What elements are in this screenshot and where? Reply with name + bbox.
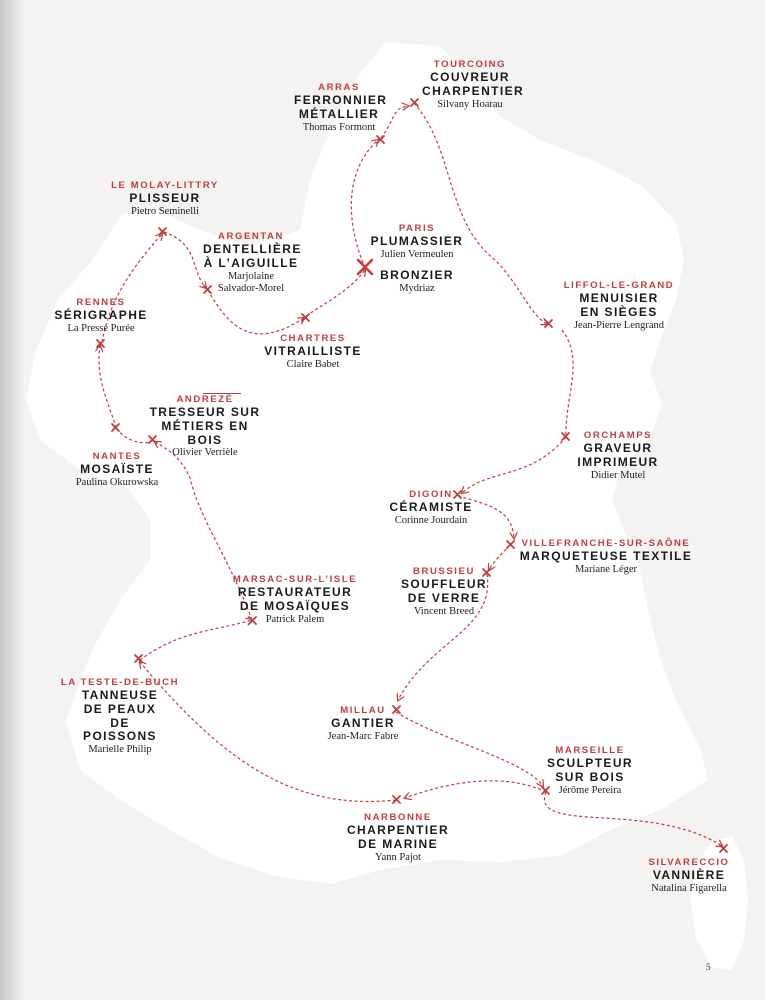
city-name: PARIS (398, 223, 436, 234)
artisan-name: Paulina Okurowska (75, 476, 159, 488)
city-name: MARSEILLE (555, 745, 625, 756)
stop-label-tourcoing (400, 60, 540, 111)
trade-name: FERRONNIER MÉTALLIER (294, 92, 388, 121)
city-name: SILVARECCIO (648, 857, 730, 868)
trade-name: TRESSEUR SUR MÉTIERS EN BOIS (149, 404, 261, 447)
stop-label-andreze (140, 395, 270, 459)
trade-name: CÉRAMISTE (389, 499, 473, 514)
artisan-name: La Presse Purée (67, 322, 135, 334)
trade-name: GANTIER (331, 715, 395, 730)
artisan-name: Pietro Seminelli (131, 205, 199, 217)
city-name: ANDREZÉ (176, 394, 234, 405)
city-name: RENNES (76, 297, 126, 308)
trade-name: MENUISIER EN SIÈGES (579, 290, 659, 319)
stop-label-chartres (258, 334, 368, 371)
artisan-name: Corinne Jourdain (394, 514, 468, 526)
city-name: NANTES (92, 451, 142, 462)
artisan-name: Didier Mutel (590, 469, 646, 481)
stop-label-digoin (376, 490, 486, 527)
city-name: NARBONNE (364, 812, 432, 823)
trade-name: RESTAURATEUR DE MOSAÏQUES (237, 584, 353, 613)
trade-name: PLUMASSIER (370, 233, 464, 248)
trade-name: SOUFFLEUR DE VERRE (401, 576, 487, 605)
stop-label-villefranche-sur-saone (516, 539, 696, 576)
stop-label-nantes (52, 452, 182, 489)
stop-label-millau (308, 706, 418, 743)
stop-label-marseille (532, 746, 648, 797)
trade-name: PLISSEUR (129, 190, 201, 205)
city-name: BRUSSIEU (413, 566, 475, 577)
city-name: LIFFOL-LE-GRAND (563, 280, 675, 291)
artisan-name: Natalina Figarella (651, 882, 727, 894)
city-name: ARRAS (318, 82, 360, 93)
trade-name: VITRAILLISTE (264, 343, 362, 358)
artisan-name: Marjolaine Salvador-Morel (217, 270, 285, 294)
artisan-name: Thomas Formont (302, 121, 376, 133)
artisan-name: Olivier Verrièle (172, 447, 238, 459)
stop-label-argentan (196, 232, 306, 295)
city-name: TOURCOING (433, 59, 507, 70)
artisan-name: Silvany Hoarau (437, 98, 503, 110)
trade-name: MOSAÏSTE (80, 461, 154, 476)
artisan-name: Claire Babet (286, 358, 340, 370)
city-name: MARSAC-SUR-L’ISLE (232, 574, 358, 585)
artisan-name: Marielle Philip (88, 744, 152, 756)
artisan-name-secondary: Mydriaz (399, 282, 435, 294)
city-name: ORCHAMPS (583, 430, 653, 441)
artisan-name: Vincent Breed (413, 605, 475, 617)
trade-name: GRAVEUR IMPRIMEUR (577, 440, 659, 469)
stop-label-brussieu (396, 567, 492, 618)
stop-label-narbonne (338, 813, 458, 864)
artisan-name: Jérôme Pereira (558, 784, 622, 796)
city-name: LE MOLAY-LITTRY (111, 180, 219, 191)
trade-name: CHARPENTIER DE MARINE (346, 822, 450, 851)
trade-name-secondary: BRONZIER (380, 267, 454, 282)
trade-name: SCULPTEUR SUR BOIS (547, 755, 633, 784)
trade-name: SÉRIGRAPHE (54, 307, 148, 322)
trade-name: TANNEUSE DE PEAUX DE POISSONS (81, 687, 159, 744)
trade-name: COUVREUR CHARPENTIER (422, 69, 525, 98)
page-number: 5 (706, 962, 711, 972)
stop-label-marsac-sur-lisle (224, 575, 366, 626)
artisan-name: Jean-Marc Fabre (327, 730, 399, 742)
trade-name: MARQUETEUSE TEXTILE (519, 548, 693, 563)
artisan-name: Jean-Pierre Lengrand (573, 319, 665, 331)
stop-label-liffol-le-grand (552, 281, 686, 332)
city-name: CHARTRES (280, 333, 346, 344)
stop-label-le-molay-littry (100, 181, 230, 218)
stop-label-silvareccio (634, 858, 744, 895)
stop-label-paris (362, 224, 472, 295)
artisan-name: Julien Vermeulen (380, 248, 454, 260)
trade-name: VANNIÈRE (652, 867, 726, 882)
artisan-name: Mariane Léger (574, 563, 638, 575)
city-name: VILLEFRANCHE-SUR-SAÔNE (521, 538, 691, 549)
stop-label-rennes (46, 298, 156, 335)
artisan-name: Yann Pajot (375, 851, 421, 863)
stop-label-arras (284, 83, 394, 134)
city-name: ARGENTAN (218, 231, 284, 242)
city-name: DIGOIN (409, 489, 453, 500)
city-name: LA TESTE-DE-BUCH (60, 677, 180, 688)
trade-name: DENTELLIÈRE À L’AIGUILLE (203, 241, 302, 270)
stop-label-orchamps (558, 431, 678, 482)
artisan-name: Patrick Palem (265, 613, 325, 625)
city-name: MILLAU (340, 705, 386, 716)
stop-label-la-teste-de-buch (58, 678, 182, 756)
